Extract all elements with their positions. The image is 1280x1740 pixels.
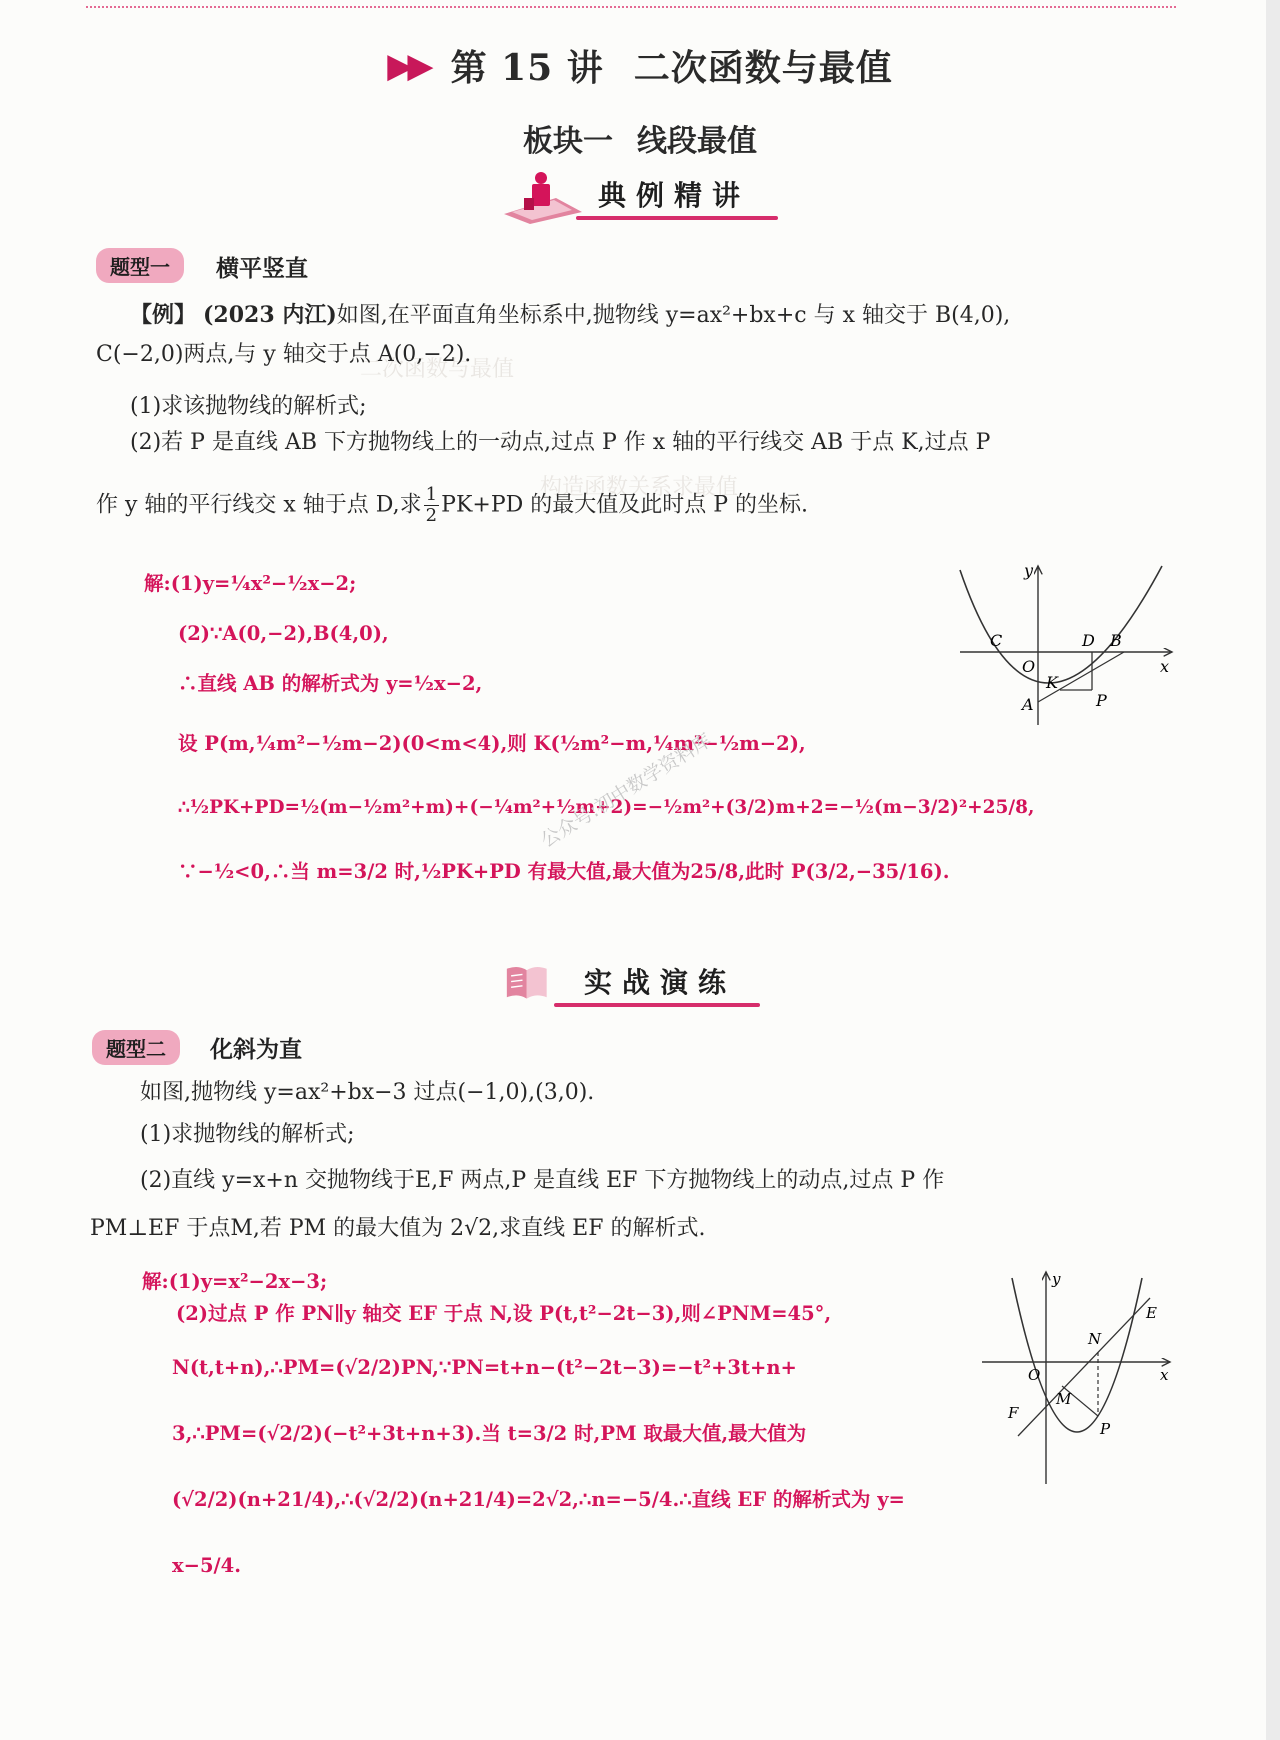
example-question-2b <box>96 486 808 525</box>
type-tag-1: 题型一 <box>96 248 184 283</box>
figure2-label-o: O <box>1028 1366 1041 1384</box>
example-line-2: C(−2,0)两点,与 y 轴交于点 A(0,−2). <box>96 342 472 367</box>
practice-question-2a: (2)直线 y=x+n 交抛物线于E,F 两点,P 是直线 EF 下方抛物线上的动点,过点 P 作 <box>140 1168 945 1193</box>
watermark-text: 公众号:初中数学资料库 <box>537 729 716 853</box>
solution2-line-3: N(t,t+n),∴PM=(√2/2)PN,∵PN=t+n−(t²−2t−3)=−t²+3t+n+ <box>172 1356 797 1379</box>
practice-banner <box>504 955 764 1011</box>
lecture-number: 第 15 讲 <box>450 47 604 89</box>
figure1-label-k: K <box>1046 673 1058 692</box>
solution1-line-4: 设 P(m,¼m²−½m−2)(0<m<4),则 K(½m²−m,¼m²−½m−2), <box>178 732 806 755</box>
figure1-label-c: C <box>990 631 1003 650</box>
type-title-2: 化斜为直 <box>210 1037 302 1063</box>
example-line-1 <box>130 300 1010 331</box>
teacher-podium-icon <box>498 168 588 224</box>
type-title-1: 横平竖直 <box>216 256 308 282</box>
figure2-label-e: E <box>1146 1304 1157 1322</box>
banner-underline <box>554 1003 760 1007</box>
figure2-label-x: x <box>1160 1366 1169 1384</box>
banner-underline <box>576 216 778 220</box>
solution2-line-1: 解:(1)y=x²−2x−3; <box>142 1270 328 1293</box>
figure1-label-y: y <box>1024 561 1034 580</box>
practice-question-2b: PM⊥EF 于点M,若 PM 的最大值为 2√2,求直线 EF 的解析式. <box>90 1216 706 1241</box>
figure1-label-p: P <box>1096 691 1107 710</box>
solution1-line-5: ∴½PK+PD=½(m−½m²+m)+(−¼m²+½m+2)=−½m²+(3/2)m+2=−½(m−3/2)²+25/8, <box>178 797 1035 818</box>
double-chevron-icon: ▶▶ <box>387 45 428 86</box>
solution2-line-5: (√2/2)(n+21/4),∴(√2/2)(n+21/4)=2√2,∴n=−5/4.∴直线 EF 的解析式为 y= <box>172 1488 905 1511</box>
bleed-through-text: 构造函数关系求最值 <box>540 475 739 500</box>
figure2-label-m: M <box>1056 1390 1072 1408</box>
block-title: 线段最值 <box>637 124 757 159</box>
page-right-margin <box>1266 0 1280 1740</box>
solution1-line-3: ∴直线 AB 的解析式为 y=½x−2, <box>178 672 483 695</box>
example-label: 【例】 <box>130 302 197 328</box>
banner-example-label: 典例精讲 <box>598 179 751 212</box>
page-top-border <box>86 6 1176 8</box>
figure2-label-n: N <box>1088 1330 1102 1348</box>
figure1-label-d: D <box>1082 631 1095 650</box>
example-text-2b-pre: 作 y 轴的平行线交 x 轴于点 D,求 <box>96 492 422 518</box>
practice-line-1: 如图,抛物线 y=ax²+bx−3 过点(−1,0),(3,0). <box>140 1080 595 1105</box>
figure1-label-a: A <box>1022 695 1034 714</box>
block-number: 板块一 <box>523 124 613 159</box>
figure2-label-f: F <box>1008 1404 1019 1422</box>
lecture-title: 二次函数与最值 <box>633 47 893 89</box>
bleed-through-text: 二次函数与最值 <box>360 357 515 382</box>
figure2-label-p: P <box>1100 1420 1111 1438</box>
solution2-line-4: 3,∴PM=(√2/2)(−t²+3t+n+3).当 t=3/2 时,PM 取最大值,最大值为 <box>172 1422 807 1445</box>
example-text-2b-post: PK+PD 的最大值及此时点 P 的坐标. <box>441 492 809 518</box>
solution1-line-6: ∵−½<0,∴当 m=3/2 时,½PK+PD 有最大值,最大值为25/8,此时 P(3/2,−35/16). <box>178 860 950 883</box>
solution2-line-2: (2)过点 P 作 PN∥y 轴交 EF 于点 N,设 P(t,t²−2t−3),则∠PNM=45°, <box>176 1302 832 1325</box>
type-tag-2: 题型二 <box>92 1030 180 1065</box>
practice-question-1: (1)求抛物线的解析式; <box>140 1122 355 1147</box>
figure2-parabola-curve <box>1012 1278 1142 1432</box>
example-banner <box>498 168 778 224</box>
figure-1-parabola <box>950 560 1180 730</box>
figure-2-parabola <box>978 1268 1178 1488</box>
figure1-parabola-curve <box>960 566 1162 683</box>
section-title <box>0 116 1280 160</box>
figure1-label-o: O <box>1022 657 1036 676</box>
example-question-2a: (2)若 P 是直线 AB 下方抛物线上的一动点,过点 P 作 x 轴的平行线交 AB 于点 K,过点 P <box>130 430 991 455</box>
fraction-one-half: $\frac{1}{2}$ <box>425 484 438 527</box>
page-title <box>451 40 893 91</box>
figure1-label-b: B <box>1110 631 1122 650</box>
banner-practice-label: 实战演练 <box>584 966 737 999</box>
figure2-label-y: y <box>1052 1270 1061 1288</box>
solution1-line-1: 解:(1)y=¼x²−½x−2; <box>144 572 357 595</box>
example-source: (2023 内江) <box>203 302 337 328</box>
solution2-line-6: x−5/4. <box>172 1554 242 1577</box>
example-question-1: (1)求该抛物线的解析式; <box>130 394 367 419</box>
solution1-line-2: (2)∵A(0,−2),B(4,0), <box>178 622 389 645</box>
page-header <box>0 40 1280 91</box>
figure1-label-x: x <box>1160 657 1170 676</box>
example-text-1: 如图,在平面直角坐标系中,抛物线 y=ax²+bx+c 与 x 轴交于 B(4,0), <box>336 303 1011 328</box>
